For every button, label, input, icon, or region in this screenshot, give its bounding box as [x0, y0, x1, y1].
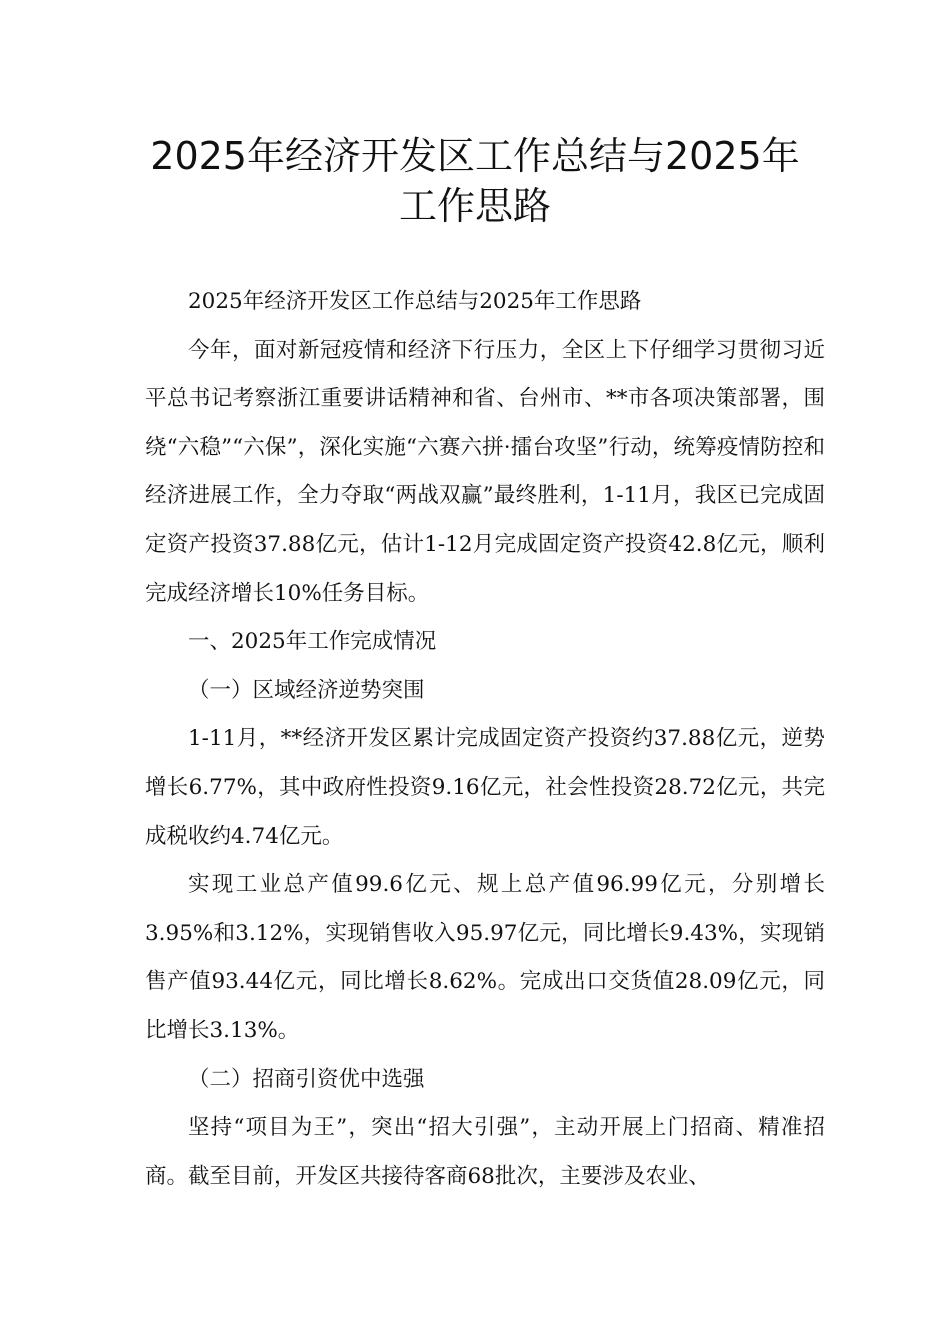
paragraph: 坚持“项目为王”，突出“招大引强”，主动开展上门招商、精准招商。截至目前，开发区共接待客商68批次，主要涉及农业、 [145, 1115, 825, 1189]
subsection-heading: （二）招商引资优中选强 [188, 1066, 425, 1092]
paragraph: 实现工业总产值99.6亿元、规上总产值96.99亿元，分别增长3.95%和3.12%，实现销售收入95.97亿元，同比增长9.43%，实现销售产值93.44亿元，同比增长8.62%。完成出口交货值28.09亿元，同比增长3.13%。 [145, 872, 825, 1043]
subsection-heading: （一）区域经济逆势突围 [188, 677, 425, 703]
document-title-line-1: 2025年经济开发区工作总结与2025年 [150, 134, 800, 178]
section-heading: 一、2025年工作完成情况 [188, 629, 437, 655]
paragraph-intro: 今年，面对新冠疫情和经济下行压力，全区上下仔细学习贯彻习近平总书记考察浙江重要讲话精神和省、台州市、**市各项决策部署，围绕“六稳”“六保”，深化实施“六赛六拼·擂台攻坚”行动，统筹疫情防控和经济进展工作，全力夺取“两战双赢”最终胜利，1-11月，我区已完成固定资产投资37.88亿元，估计1-12月完成固定资产投资42.8亿元，顺利完成经济增长10%任务目标。 [145, 337, 825, 606]
paragraph-subtitle: 2025年经济开发区工作总结与2025年工作思路 [188, 289, 642, 314]
document-title-line-2: 工作思路 [398, 184, 551, 228]
document-body [145, 278, 825, 1201]
paragraph: 1-11月，**经济开发区累计完成固定资产投资约37.88亿元，逆势增长6.77%，其中政府性投资9.16亿元，社会性投资28.72亿元，共完成税收约4.74亿元。 [145, 726, 825, 849]
